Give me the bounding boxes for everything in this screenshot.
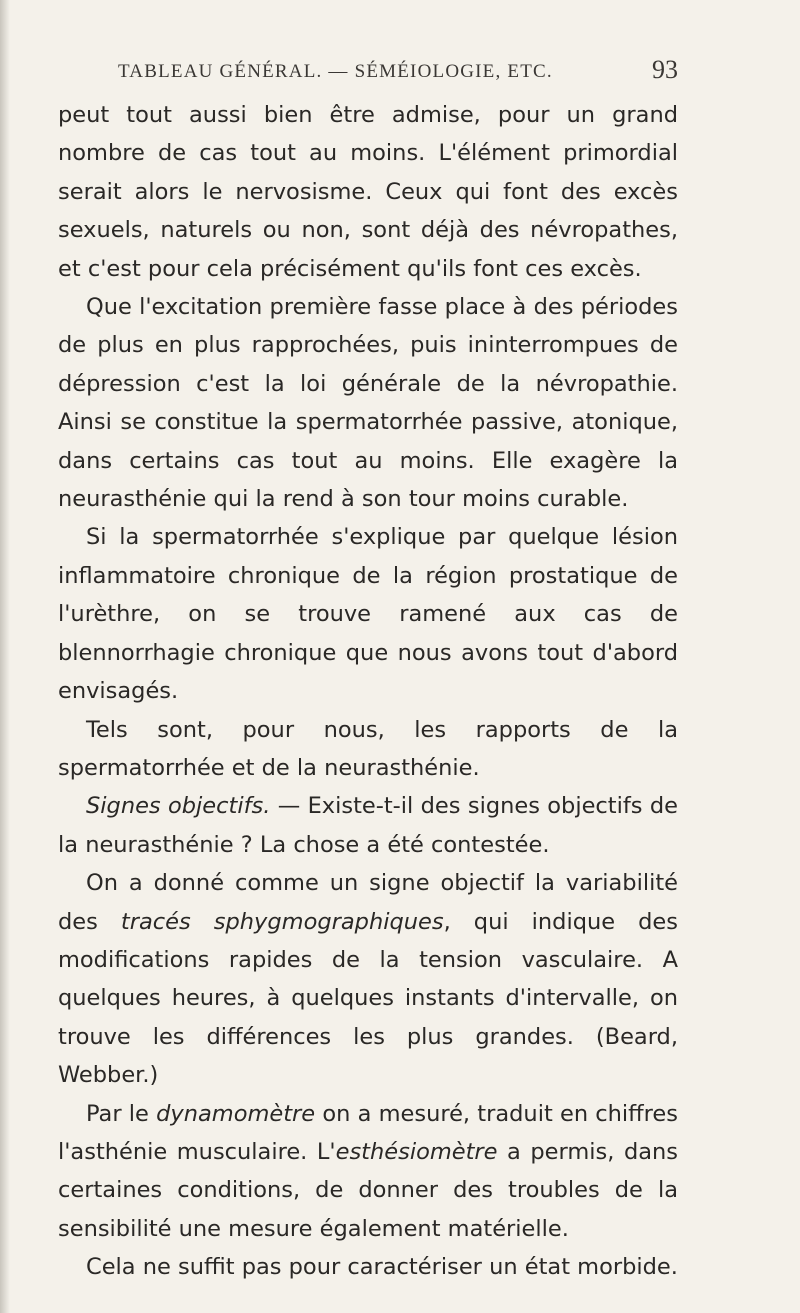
paragraph-continuation: peut tout aussi bien être admise, pour un grand nombre de cas tout au moins. L'élément primordial serait alors le nervosisme. Ceux qui font des excès sexuels, naturels ou non, sont déjà des névropathes, et c'est pour cela précisément qu'ils font ces excès.: [58, 102, 678, 282]
body-text: [58, 96, 678, 1287]
paragraph-dynamometre: [58, 1095, 678, 1249]
running-head: TABLEAU GÉNÉRAL. — SÉMÉIOLOGIE, ETC.: [118, 61, 553, 82]
page-edge-shadow: [0, 0, 10, 1313]
paragraph-sphygmographiques: [58, 864, 678, 1094]
paragraph-spermatorrhee: Si la spermatorrhée s'explique par quelque lésion inflammatoire chronique de la région prostatique de l'urèthre, on se trouve ramené aux cas de blennorrhagie chronique que nous avons tout d'abord envisagés.: [58, 524, 678, 705]
paragraph-conclusion: Cela ne suffit pas pour caractériser un état morbide.: [86, 1254, 678, 1281]
paragraph-text: , qui indique des modifications rapides de la tension vasculaire. A quelques heures, à quelques instants d'intervalle, on trouve les différences les plus grandes. (Beard, Webber.): [58, 908, 678, 1089]
paragraph-text: — Existe-t-il des signes objectifs de la neurasthénie ? La chose a été contestée.: [58, 793, 678, 858]
italic-term: esthésiomètre: [335, 1138, 498, 1165]
paragraph-text: On a donné comme un signe objectif la variabilité des: [58, 870, 678, 935]
paragraph-text: on a mesuré, traduit en chiffres l'asthénie musculaire. L': [58, 1100, 678, 1165]
page-header: [118, 55, 678, 95]
italic-term: dynamomètre: [156, 1100, 316, 1127]
paragraph-rapports: Tels sont, pour nous, les rapports de la spermatorrhée et de la neurasthénie.: [58, 716, 678, 781]
paragraph-signes-objectifs: [58, 787, 678, 864]
paragraph-text: Par le: [86, 1100, 157, 1127]
italic-term: tracés sphygmographiques: [120, 908, 444, 935]
page-number: 93: [652, 55, 678, 84]
paragraph-text: a permis, dans certaines conditions, de donner des troubles de la sensibilité une mesure également matérielle.: [58, 1138, 678, 1242]
paragraph-excitation: Que l'excitation première fasse place à des périodes de plus en plus rapprochées, puis ininterrompues de dépression c'est la loi générale de la névropathie. Ainsi se constitue la spermatorrhée passive, atonique, dans certains cas tout au moins. Elle exagère la neurasthénie qui la rend à son tour moins curable.: [58, 294, 678, 513]
section-heading-italic: Signes objectifs.: [86, 793, 271, 820]
